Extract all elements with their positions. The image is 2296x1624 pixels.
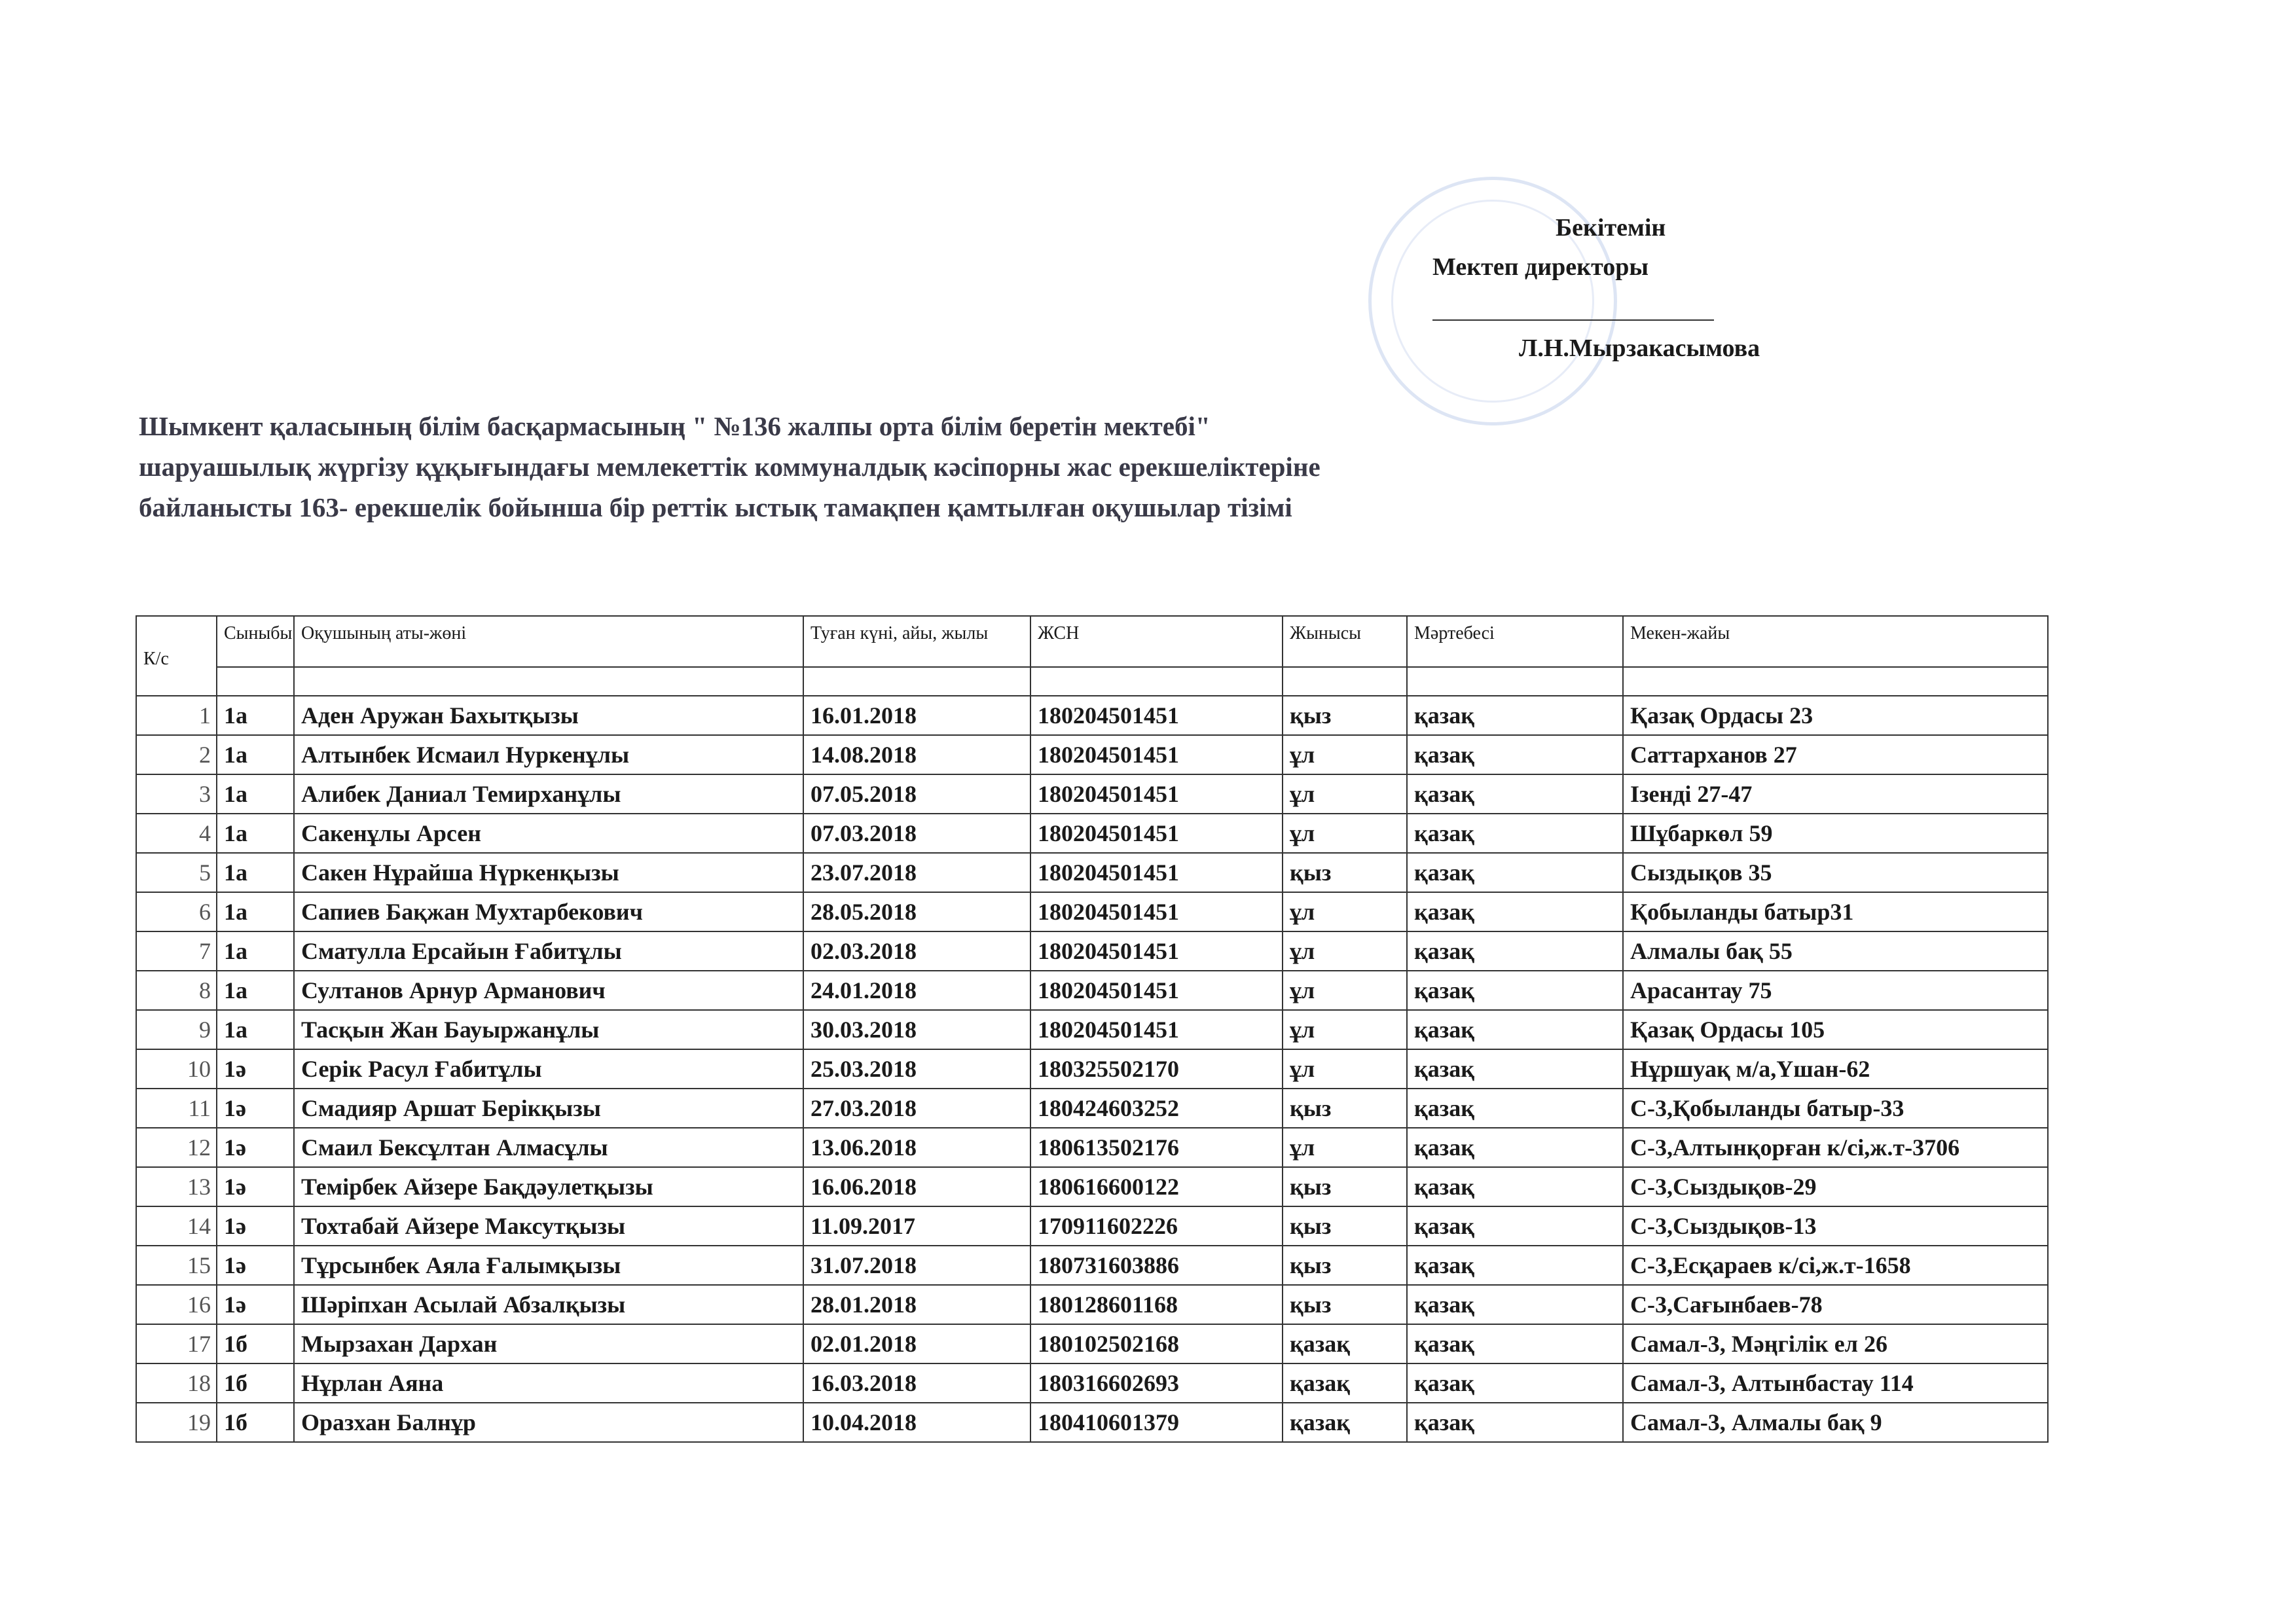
table-row (136, 1363, 2048, 1403)
cell-status: қазақ (1407, 814, 1623, 853)
cell-birth: 07.05.2018 (803, 774, 1030, 814)
cell-gender: қазақ (1283, 1363, 1407, 1403)
table-row (136, 1206, 2048, 1246)
document-title (139, 406, 1841, 528)
cell-gender: қыз (1283, 1285, 1407, 1324)
cell-status: қазақ (1407, 853, 1623, 892)
cell-iin: 180204501451 (1030, 853, 1283, 892)
cell-status: қазақ (1407, 1324, 1623, 1363)
cell-iin: 180204501451 (1030, 774, 1283, 814)
cell-birth: 10.04.2018 (803, 1403, 1030, 1442)
table-row (136, 696, 2048, 735)
cell-name: Сакен Нұрайша Нүркенқызы (294, 853, 803, 892)
signature-line (1432, 319, 1714, 321)
cell-name: Смаил Бексұлтан Алмасұлы (294, 1128, 803, 1167)
header-subrow (136, 667, 2048, 696)
cell-name: Султанов Арнур Арманович (294, 971, 803, 1010)
cell-num: 12 (136, 1128, 217, 1167)
table-row (136, 1246, 2048, 1285)
cell-gender: ұл (1283, 814, 1407, 853)
cell-name: Нұрлан Аяна (294, 1363, 803, 1403)
cell-birth: 13.06.2018 (803, 1128, 1030, 1167)
cell-address: С-3,Есқараев к/сі,ж.т-1658 (1623, 1246, 2048, 1285)
cell-iin: 180731603886 (1030, 1246, 1283, 1285)
cell-gender: ұл (1283, 892, 1407, 931)
cell-num: 9 (136, 1010, 217, 1049)
header-row (136, 616, 2048, 667)
cell-gender: ұл (1283, 774, 1407, 814)
table-row (136, 1285, 2048, 1324)
title-line-2: шаруашылық жүргізу құқығындағы мемлекеттік коммуналдық кәсіпорны жас ерекшеліктеріне (139, 452, 1321, 482)
cell-address: Ізенді 27-47 (1623, 774, 2048, 814)
cell-class: 1б (217, 1403, 294, 1442)
cell-birth: 24.01.2018 (803, 971, 1030, 1010)
cell-address: С-3,Алтынқорған к/сі,ж.т-3706 (1623, 1128, 2048, 1167)
cell-class: 1ә (217, 1089, 294, 1128)
cell-birth: 30.03.2018 (803, 1010, 1030, 1049)
cell-iin: 180424603252 (1030, 1089, 1283, 1128)
cell-iin: 180613502176 (1030, 1128, 1283, 1167)
cell-gender: қыз (1283, 853, 1407, 892)
cell-status: қазақ (1407, 1206, 1623, 1246)
table-row (136, 931, 2048, 971)
approval-heading: Бекітемін (1556, 214, 1666, 242)
empty-cell (803, 667, 1030, 696)
cell-iin: 180128601168 (1030, 1285, 1283, 1324)
cell-gender: ұл (1283, 1128, 1407, 1167)
cell-class: 1а (217, 1010, 294, 1049)
cell-status: қазақ (1407, 892, 1623, 931)
cell-status: қазақ (1407, 1049, 1623, 1089)
cell-birth: 16.01.2018 (803, 696, 1030, 735)
table-row (136, 1010, 2048, 1049)
cell-name: Темірбек Айзере Бақдәулетқызы (294, 1167, 803, 1206)
cell-num: 15 (136, 1246, 217, 1285)
cell-name: Сакенұлы Арсен (294, 814, 803, 853)
cell-num: 13 (136, 1167, 217, 1206)
cell-birth: 14.08.2018 (803, 735, 1030, 774)
cell-num: 10 (136, 1049, 217, 1089)
table-row (136, 1324, 2048, 1363)
table-row (136, 971, 2048, 1010)
cell-iin: 180204501451 (1030, 696, 1283, 735)
empty-cell (1623, 667, 2048, 696)
cell-class: 1а (217, 892, 294, 931)
cell-address: С-3,Сыздықов-29 (1623, 1167, 2048, 1206)
empty-cell (1030, 667, 1283, 696)
cell-class: 1б (217, 1324, 294, 1363)
header-gender: Жынысы (1283, 616, 1407, 667)
empty-cell (1407, 667, 1623, 696)
cell-name: Сматулла Ерсайын Ғабитұлы (294, 931, 803, 971)
cell-gender: қыз (1283, 1167, 1407, 1206)
cell-address: Қобыланды батыр31 (1623, 892, 2048, 931)
header-iin: ЖСН (1030, 616, 1283, 667)
empty-cell (294, 667, 803, 696)
cell-birth: 07.03.2018 (803, 814, 1030, 853)
cell-class: 1ә (217, 1246, 294, 1285)
cell-status: қазақ (1407, 931, 1623, 971)
cell-status: қазақ (1407, 971, 1623, 1010)
cell-gender: қыз (1283, 1089, 1407, 1128)
cell-num: 5 (136, 853, 217, 892)
cell-iin: 180102502168 (1030, 1324, 1283, 1363)
cell-address: Самал-3, Алтынбастау 114 (1623, 1363, 2048, 1403)
cell-address: С-3,Қобыланды батыр-33 (1623, 1089, 2048, 1128)
cell-name: Серік Расул Ғабитұлы (294, 1049, 803, 1089)
cell-name: Смадияр Аршат Берікқызы (294, 1089, 803, 1128)
cell-name: Сапиев Бақжан Мухтарбекович (294, 892, 803, 931)
cell-birth: 28.05.2018 (803, 892, 1030, 931)
cell-num: 19 (136, 1403, 217, 1442)
cell-status: қазақ (1407, 735, 1623, 774)
cell-gender: қазақ (1283, 1324, 1407, 1363)
approval-position: Мектеп директоры (1432, 253, 1649, 281)
cell-num: 18 (136, 1363, 217, 1403)
cell-class: 1а (217, 971, 294, 1010)
cell-num: 16 (136, 1285, 217, 1324)
cell-birth: 23.07.2018 (803, 853, 1030, 892)
students-table (136, 615, 2049, 1443)
cell-status: қазақ (1407, 1010, 1623, 1049)
cell-name: Аден Аружан Бахытқызы (294, 696, 803, 735)
cell-name: Оразхан Балнұр (294, 1403, 803, 1442)
cell-gender: ұл (1283, 1010, 1407, 1049)
cell-iin: 180204501451 (1030, 1010, 1283, 1049)
cell-status: қазақ (1407, 1363, 1623, 1403)
cell-num: 17 (136, 1324, 217, 1363)
cell-birth: 11.09.2017 (803, 1206, 1030, 1246)
empty-cell (1283, 667, 1407, 696)
cell-gender: ұл (1283, 735, 1407, 774)
cell-iin: 180204501451 (1030, 892, 1283, 931)
cell-class: 1ә (217, 1049, 294, 1089)
cell-num: 7 (136, 931, 217, 971)
cell-num: 6 (136, 892, 217, 931)
cell-iin: 180316602693 (1030, 1363, 1283, 1403)
cell-status: қазақ (1407, 1246, 1623, 1285)
cell-class: 1ә (217, 1128, 294, 1167)
cell-name: Шәріпхан Асылай Абзалқызы (294, 1285, 803, 1324)
cell-status: қазақ (1407, 1285, 1623, 1324)
cell-address: Сыздықов 35 (1623, 853, 2048, 892)
cell-name: Тохтабай Айзере Максутқызы (294, 1206, 803, 1246)
header-name: Оқушының аты-жөні (294, 616, 803, 667)
cell-address: Арасантау 75 (1623, 971, 2048, 1010)
cell-name: Тасқын Жан Бауыржанұлы (294, 1010, 803, 1049)
cell-gender: ұл (1283, 931, 1407, 971)
table-row (136, 1089, 2048, 1128)
cell-gender: қыз (1283, 1206, 1407, 1246)
cell-status: қазақ (1407, 696, 1623, 735)
cell-iin: 180204501451 (1030, 735, 1283, 774)
cell-class: 1б (217, 1363, 294, 1403)
cell-class: 1а (217, 774, 294, 814)
cell-iin: 170911602226 (1030, 1206, 1283, 1246)
cell-num: 8 (136, 971, 217, 1010)
cell-gender: ұл (1283, 971, 1407, 1010)
cell-gender: ұл (1283, 1049, 1407, 1089)
cell-status: қазақ (1407, 1403, 1623, 1442)
cell-status: қазақ (1407, 1167, 1623, 1206)
cell-num: 14 (136, 1206, 217, 1246)
empty-cell (217, 667, 294, 696)
cell-status: қазақ (1407, 1128, 1623, 1167)
table-row (136, 1128, 2048, 1167)
approval-name: Л.Н.Мырзакасымова (1519, 334, 1760, 362)
cell-class: 1а (217, 931, 294, 971)
cell-name: Мырзахан Дархан (294, 1324, 803, 1363)
cell-status: қазақ (1407, 1089, 1623, 1128)
cell-gender: қыз (1283, 696, 1407, 735)
cell-name: Алтынбек Исмаил Нуркенұлы (294, 735, 803, 774)
cell-name: Тұрсынбек Аяла Ғалымқызы (294, 1246, 803, 1285)
cell-address: Қазақ Ордасы 23 (1623, 696, 2048, 735)
cell-iin: 180410601379 (1030, 1403, 1283, 1442)
cell-class: 1ә (217, 1206, 294, 1246)
cell-num: 1 (136, 696, 217, 735)
cell-iin: 180204501451 (1030, 971, 1283, 1010)
table-row (136, 1403, 2048, 1442)
cell-iin: 180204501451 (1030, 814, 1283, 853)
header-num: К/с (136, 616, 217, 696)
cell-address: Самал-3, Мәңгілік ел 26 (1623, 1324, 2048, 1363)
cell-class: 1а (217, 735, 294, 774)
header-address: Мекен-жайы (1623, 616, 2048, 667)
cell-iin: 180616600122 (1030, 1167, 1283, 1206)
cell-birth: 16.06.2018 (803, 1167, 1030, 1206)
title-line-3: байланысты 163- ерекшелік бойынша бір реттік ыстық тамақпен қамтылған оқушылар тізімі (139, 492, 1292, 522)
cell-birth: 02.03.2018 (803, 931, 1030, 971)
cell-address: Шұбаркөл 59 (1623, 814, 2048, 853)
cell-iin: 180325502170 (1030, 1049, 1283, 1089)
cell-birth: 02.01.2018 (803, 1324, 1030, 1363)
header-status: Мәртебесі (1407, 616, 1623, 667)
cell-birth: 28.01.2018 (803, 1285, 1030, 1324)
table-row (136, 892, 2048, 931)
title-line-1: Шымкент қаласының білім басқармасының " №136 жалпы орта білім беретін мектебі" (139, 411, 1211, 441)
cell-birth: 16.03.2018 (803, 1363, 1030, 1403)
cell-class: 1ә (217, 1167, 294, 1206)
cell-gender: қыз (1283, 1246, 1407, 1285)
cell-iin: 180204501451 (1030, 931, 1283, 971)
table-row (136, 1049, 2048, 1089)
cell-class: 1а (217, 696, 294, 735)
table-row (136, 853, 2048, 892)
cell-status: қазақ (1407, 774, 1623, 814)
cell-num: 3 (136, 774, 217, 814)
table-row (136, 774, 2048, 814)
cell-num: 2 (136, 735, 217, 774)
header-class: Сыныбы (217, 616, 294, 667)
cell-class: 1а (217, 814, 294, 853)
cell-address: Алмалы бақ 55 (1623, 931, 2048, 971)
header-birth: Туған күні, айы, жылы (803, 616, 1030, 667)
cell-address: Нұршуақ м/а,Үшан-62 (1623, 1049, 2048, 1089)
cell-address: С-3,Сыздықов-13 (1623, 1206, 2048, 1246)
cell-num: 11 (136, 1089, 217, 1128)
cell-birth: 31.07.2018 (803, 1246, 1030, 1285)
cell-name: Алибек Даниал Темирханұлы (294, 774, 803, 814)
cell-class: 1а (217, 853, 294, 892)
cell-gender: қазақ (1283, 1403, 1407, 1442)
cell-birth: 27.03.2018 (803, 1089, 1030, 1128)
cell-num: 4 (136, 814, 217, 853)
table-row (136, 735, 2048, 774)
table-row (136, 814, 2048, 853)
cell-birth: 25.03.2018 (803, 1049, 1030, 1089)
cell-address: Самал-3, Алмалы бақ 9 (1623, 1403, 2048, 1442)
cell-address: С-3,Сағынбаев-78 (1623, 1285, 2048, 1324)
cell-class: 1ә (217, 1285, 294, 1324)
cell-address: Қазақ Ордасы 105 (1623, 1010, 2048, 1049)
cell-address: Саттарханов 27 (1623, 735, 2048, 774)
table-row (136, 1167, 2048, 1206)
